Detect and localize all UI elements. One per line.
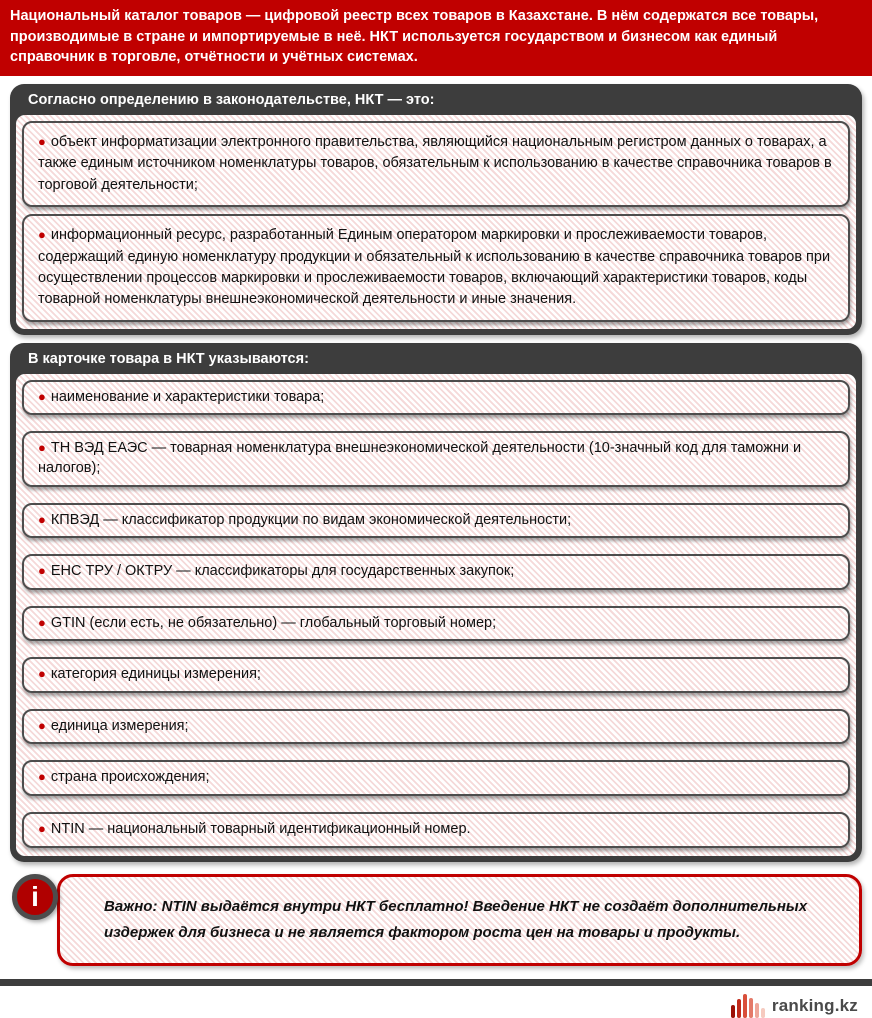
section-card-fields-title: В карточке товара в НКТ указываются: xyxy=(28,350,309,367)
footer xyxy=(0,986,872,1018)
section-card-fields-panel xyxy=(16,374,856,856)
bullet-icon: ● xyxy=(38,388,46,404)
field-item xyxy=(22,431,850,486)
field-item xyxy=(22,503,850,539)
field-item-text: NTIN — национальный товарный идентификационный номер. xyxy=(50,820,471,837)
field-item xyxy=(22,380,850,416)
important-note xyxy=(10,874,862,967)
brand-name: ranking.kz xyxy=(771,996,858,1016)
important-note-text: Важно: NTIN выдаётся внутри НКТ бесплатно! Введение НКТ не создаёт дополнительных издержек для бизнеса и не является фактором роста цен на товары и продукты. xyxy=(104,897,808,941)
field-item-text: наименование и характеристики товара; xyxy=(50,388,325,405)
field-item-text: категория единицы измерения; xyxy=(50,666,261,683)
bullet-icon: ● xyxy=(38,769,46,785)
section-definition xyxy=(10,84,862,335)
bullet-icon: ● xyxy=(38,717,46,733)
field-item xyxy=(22,760,850,796)
bullet-icon: ● xyxy=(38,511,46,527)
field-item-text: единица измерения; xyxy=(50,717,189,734)
definition-item-text: информационный ресурс, разработанный Единым оператором маркировки и прослеживаемости товаров, содержащий единую номенклатуру продукции и обязательный к использованию в качестве справочника товаров при осуществлении процессов маркировки и прослеживаемости товаров, включающий характеристики товаров, коды товарной номенклатуры внешнеэкономической деятельности и иные значения. xyxy=(38,227,831,308)
field-item-text: ТН ВЭД ЕАЭС — товарная номенклатура внешнеэкономической деятельности (10-значный код для таможни и налогов); xyxy=(38,440,802,477)
footer-divider xyxy=(0,979,872,986)
field-item xyxy=(22,709,850,745)
bullet-icon: ● xyxy=(38,227,46,243)
bullet-icon: ● xyxy=(38,440,46,456)
field-item-text: страна происхождения; xyxy=(50,769,210,786)
section-definition-title: Согласно определению в законодательстве, НКТ — это: xyxy=(28,91,435,108)
bullet-icon: ● xyxy=(38,666,46,682)
intro-banner-text: Национальный каталог товаров — цифровой реестр всех товаров в Казахстане. В нём содержатся все товары, производимые в стране и импортируемые в неё. НКТ используется государством и бизнесом как единый справочник в торговле, отчётности и учётных системах. xyxy=(10,8,819,66)
ranking-logo-icon xyxy=(731,994,765,1018)
info-icon: i xyxy=(12,874,58,920)
section-definition-panel xyxy=(16,115,856,329)
field-item xyxy=(22,606,850,642)
field-item-text: КПВЭД — классификатор продукции по видам экономической деятельности; xyxy=(50,511,572,528)
bullet-icon: ● xyxy=(38,614,46,630)
intro-banner xyxy=(0,0,872,76)
bullet-icon: ● xyxy=(38,820,46,836)
definition-item-text: объект информатизации электронного правительства, являющийся национальным регистром данных о товарах, а также единым источником номенклатуры товаров, обязательным к использованию в качестве справочника товаров в торговой деятельности; xyxy=(38,133,832,193)
definition-item xyxy=(22,214,850,322)
bullet-icon: ● xyxy=(38,563,46,579)
section-card-fields xyxy=(10,343,862,862)
field-item xyxy=(22,554,850,590)
bullet-icon: ● xyxy=(38,133,46,149)
important-note-box xyxy=(57,874,862,967)
field-item-text: GTIN (если есть, не обязательно) — глобальный торговый номер; xyxy=(50,614,497,631)
definition-item xyxy=(22,121,850,207)
field-item-text: ЕНС ТРУ / ОКТРУ — классификаторы для государственных закупок; xyxy=(50,563,515,580)
field-item xyxy=(22,657,850,693)
field-item xyxy=(22,812,850,848)
